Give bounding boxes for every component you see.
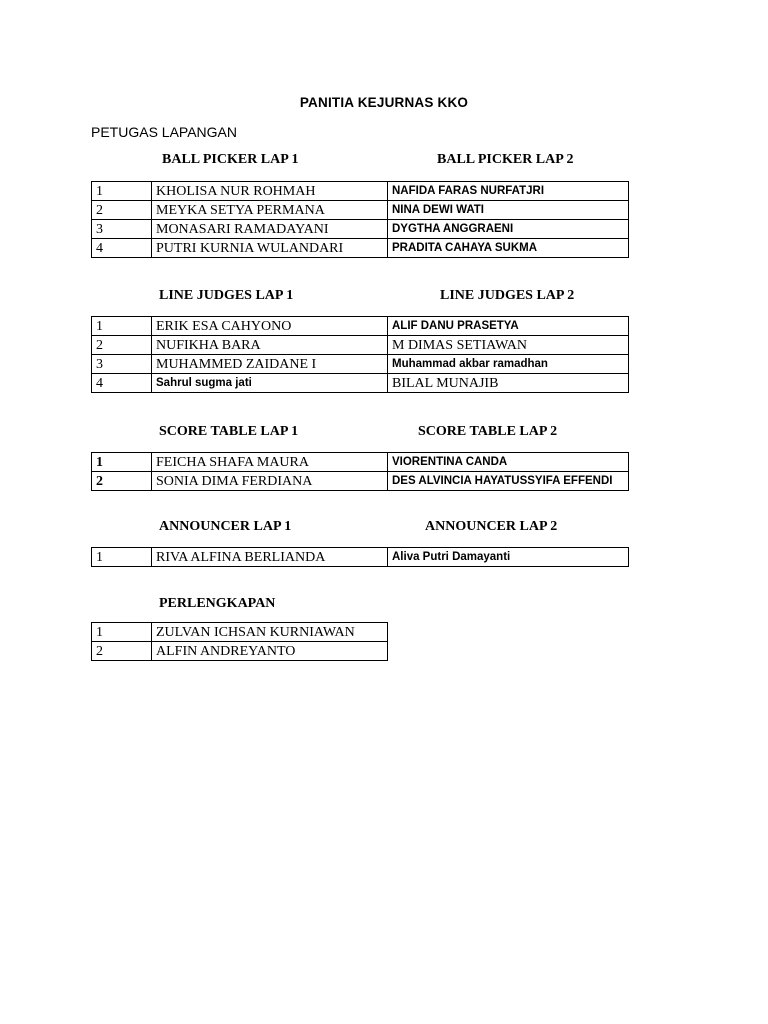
table-row (92, 239, 629, 258)
table-row (92, 201, 629, 220)
lap2-name: ALIF DANU PRASETYA (388, 317, 629, 336)
table-row (92, 623, 388, 642)
lap1-name: KHOLISA NUR ROHMAH (152, 182, 388, 201)
row-number: 3 (92, 355, 152, 374)
table-row (92, 453, 629, 472)
row-number: 1 (92, 317, 152, 336)
lap1-name: SONIA DIMA FERDIANA (152, 472, 388, 491)
row-number: 2 (92, 472, 152, 491)
table-row (92, 355, 629, 374)
line-judges-table (91, 316, 629, 393)
lap2-name: M DIMAS SETIAWAN (388, 336, 629, 355)
lap2-name: NINA DEWI WATI (388, 201, 629, 220)
row-number: 3 (92, 220, 152, 239)
score-table-table (91, 452, 629, 491)
table-row (92, 336, 629, 355)
lap2-name: Aliva Putri Damayanti (388, 548, 629, 567)
lap1-name: PUTRI KURNIA WULANDARI (152, 239, 388, 258)
lap1-name: ERIK ESA CAHYONO (152, 317, 388, 336)
row-number: 1 (92, 623, 152, 642)
page-title: PANITIA KEJURNAS KKO (299, 95, 469, 110)
section-header-lap2: ANNOUNCER LAP 2 (425, 519, 558, 534)
lap2-name: VIORENTINA CANDA (388, 453, 629, 472)
lap2-name: PRADITA CAHAYA SUKMA (388, 239, 629, 258)
lap2-name: Muhammad akbar ramadhan (388, 355, 629, 374)
ball-picker-table (91, 181, 629, 258)
lap1-name: FEICHA SHAFA MAURA (152, 453, 388, 472)
lap1-name: MEYKA SETYA PERMANA (152, 201, 388, 220)
row-number: 4 (92, 239, 152, 258)
section-header-lap1: BALL PICKER LAP 1 (162, 152, 299, 167)
lap2-name: NAFIDA FARAS NURFATJRI (388, 182, 629, 201)
lap1-name: MUHAMMED ZAIDANE I (152, 355, 388, 374)
row-number: 2 (92, 201, 152, 220)
row-number: 4 (92, 374, 152, 393)
perlengkapan-name: ALFIN ANDREYANTO (152, 642, 388, 661)
table-row (92, 642, 388, 661)
lap1-name: Sahrul sugma jati (152, 374, 388, 393)
row-number: 1 (92, 453, 152, 472)
table-row (92, 220, 629, 239)
row-number: 2 (92, 642, 152, 661)
table-row (92, 182, 629, 201)
row-number: 1 (92, 548, 152, 567)
table-row (92, 472, 629, 491)
row-number: 2 (92, 336, 152, 355)
table-row (92, 374, 629, 393)
lap1-name: RIVA ALFINA BERLIANDA (152, 548, 388, 567)
lap2-name: BILAL MUNAJIB (388, 374, 629, 393)
perlengkapan-header: PERLENGKAPAN (159, 596, 276, 611)
section-header-lap2: SCORE TABLE LAP 2 (418, 424, 558, 439)
section-header-lap2: LINE JUDGES LAP 2 (440, 288, 575, 303)
section-header-lap1: ANNOUNCER LAP 1 (159, 519, 292, 534)
lap1-name: NUFIKHA BARA (152, 336, 388, 355)
lap2-name: DYGTHA ANGGRAENI (388, 220, 629, 239)
page-subtitle: PETUGAS LAPANGAN (91, 124, 238, 140)
table-row (92, 548, 629, 567)
announcer-table (91, 547, 629, 567)
perlengkapan-table (91, 622, 388, 661)
table-row (92, 317, 629, 336)
lap1-name: MONASARI RAMADAYANI (152, 220, 388, 239)
section-header-lap1: LINE JUDGES LAP 1 (159, 288, 294, 303)
section-header-lap1: SCORE TABLE LAP 1 (159, 424, 299, 439)
row-number: 1 (92, 182, 152, 201)
lap2-name: DES ALVINCIA HAYATUSSYIFA EFFENDI (388, 472, 629, 491)
perlengkapan-name: ZULVAN ICHSAN KURNIAWAN (152, 623, 388, 642)
section-header-lap2: BALL PICKER LAP 2 (437, 152, 574, 167)
